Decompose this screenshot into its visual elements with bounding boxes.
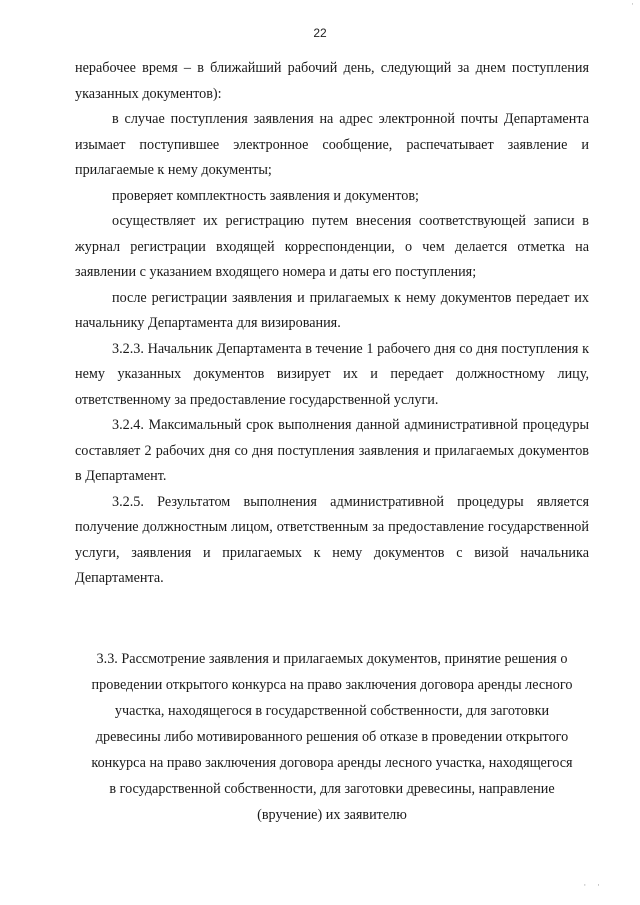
paragraph-3-2-4: 3.2.4. Максимальный срок выполнения данной административной процедуры составляет 2 рабочих дня со дня поступления заявления и прилагаемых документов в Департамент. (75, 417, 589, 484)
page-number: 22 (313, 26, 327, 40)
paragraph-email-receipt: в случае поступления заявления на адрес электронной почты Департамента изымает поступившее электронное сообщение, распечатывает заявление и прилагаемые к нему документы; (75, 111, 589, 178)
heading-line: конкурса на право заключения договора аренды лесного участка, находящегося (91, 755, 573, 771)
scan-speck: · (631, 0, 634, 10)
heading-line: участка, находящегося в государственной собственности, для заготовки (114, 703, 550, 719)
heading-line: в государственной собственности, для заготовки древесины, направление (109, 781, 555, 797)
paragraph-registration: осуществляет их регистрацию путем внесения соответствующей записи в журнал регистрации входящей корреспонденции, о чем делается отметка на заявлении с указанием входящего номера и даты его поступления; (75, 213, 589, 280)
paragraph-transfer-for-approval: после регистрации заявления и прилагаемых к нему документов передает их начальнику Департамента для визирования. (75, 289, 589, 331)
paragraph-3-2-5: 3.2.5. Результатом выполнения административной процедуры является получение должностным лицом, ответственным за предоставление государственной услуги, заявления и прилагаемых к нему документов с визой начальника Департамента. (75, 493, 589, 586)
paragraph-3-2-3: 3.2.3. Начальник Департамента в течение 1 рабочего дня со дня поступления к нему указанных документов визирует их и передает должностному лицу, ответственному за предоставление государственной услуги. (75, 340, 589, 408)
heading-line: (вручение) их заявителю (257, 807, 407, 823)
paragraph-completeness-check: проверяет комплектность заявления и документов; (112, 187, 419, 204)
heading-line: проведении открытого конкурса на право заключения договора аренды лесного (91, 677, 573, 693)
paragraph-continuation: нерабочее время – в ближайший рабочий день, следующий за днем поступления указанных документов): (75, 60, 589, 102)
heading-line: 3.3. Рассмотрение заявления и прилагаемых документов, принятие решения о (96, 651, 568, 667)
body-text (75, 56, 589, 592)
heading-line: древесины либо мотивированного решения об отказе в проведении открытого (95, 729, 569, 745)
section-heading-3-3 (70, 646, 594, 828)
scan-speck: · · (583, 881, 604, 891)
